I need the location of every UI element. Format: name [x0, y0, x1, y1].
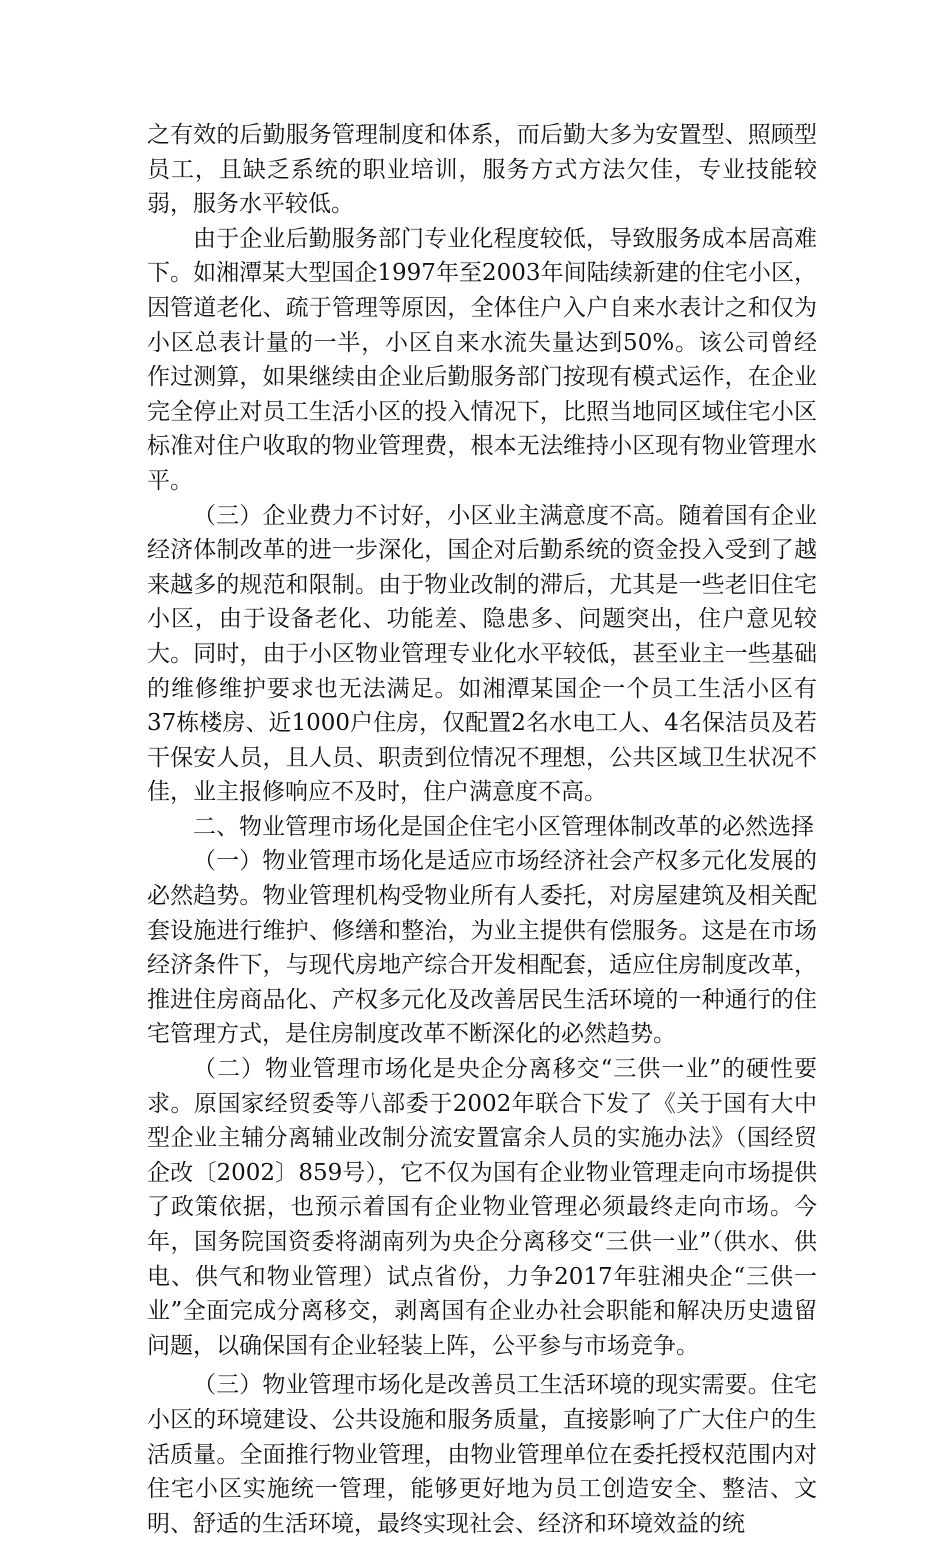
- document-body: [147, 118, 817, 1541]
- paragraph-service-cost: 由于企业后勤服务部门专业化程度较低，导致服务成本居高难下。如湘潭某大型国企1997年至2003年间陆续新建的住宅小区，因管道老化、疏于管理等原因，全体住户入户自来水表计之和仅为小区总表计量的一半，小区自来水流失量达到50%。该公司曾经作过测算，如果继续由企业后勤服务部门按现有模式运作，在企业完全停止对员工生活小区的投入情况下，比照当地同区域住宅小区标准对住户收取的物业管理费，根本无法维持小区现有物业管理水平。: [147, 225, 817, 494]
- paragraph-three-supplies: （二）物业管理市场化是央企分离移交“三供一业”的硬性要求。原国家经贸委等八部委于2002年联合下发了《关于国有大中型企业主辅分离辅业改制分流安置富余人员的实施办法》（国经贸企改〔2002〕859号），它不仅为国有企业物业管理走向市场提供了政策依据，也预示着国有企业物业管理必须最终走向市场。今年，国务院国资委将湖南列为央企分离移交“三供一业”（供水、供电、供气和物业管理）试点省份，力争2017年驻湘央企“三供一业”全面完成分离移交，剥离国有企业办社会职能和解决历史遗留问题，以确保国有企业轻装上阵，公平参与市场竞争。: [147, 1056, 817, 1359]
- paragraph-continuation: 之有效的后勤服务管理制度和体系，而后勤大多为安置型、照顾型员工，且缺乏系统的职业培训，服务方式方法欠佳，专业技能较弱，服务水平较低。: [147, 122, 817, 218]
- paragraph-market-trend: （一）物业管理市场化是适应市场经济社会产权多元化发展的必然趋势。物业管理机构受物业所有人委托，对房屋建筑及相关配套设施进行维护、修缮和整治，为业主提供有偿服务。这是在市场经济条件下，与现代房地产综合开发相配套，适应住房制度改革，推进住房商品化、产权多元化及改善居民生活环境的一种通行的住宅管理方式，是住房制度改革不断深化的必然趋势。: [147, 848, 817, 1048]
- section-heading-2: 二、物业管理市场化是国企住宅小区管理体制改革的必然选择: [193, 813, 814, 840]
- paragraph-owner-satisfaction: （三）企业费力不讨好，小区业主满意度不高。随着国有企业经济体制改革的进一步深化，国企对后勤系统的资金投入受到了越来越多的规范和限制。由于物业改制的滞后，尤其是一些老旧住宅小区，由于设备老化、功能差、隐患多、问题突出，住户意见较大。同时，由于小区物业管理专业化水平较低，甚至业主一些基础的维修维护要求也无法满足。如湘潭某国企一个员工生活小区有37栋楼房、近1000户住房，仅配置2名水电工人、4名保洁员及若干保安人员，且人员、职责到位情况不理想，公共区域卫生状况不佳，业主报修响应不及时，住户满意度不高。: [147, 502, 817, 806]
- paragraph-living-environment: （三）物业管理市场化是改善员工生活环境的现实需要。住宅小区的环境建设、公共设施和服务质量，直接影响了广大住户的生活质量。全面推行物业管理，由物业管理单位在委托授权范围内对住宅小区实施统一管理，能够更好地为员工创造安全、整洁、文明、舒适的生活环境，最终实现社会、经济和环境效益的统: [147, 1372, 817, 1537]
